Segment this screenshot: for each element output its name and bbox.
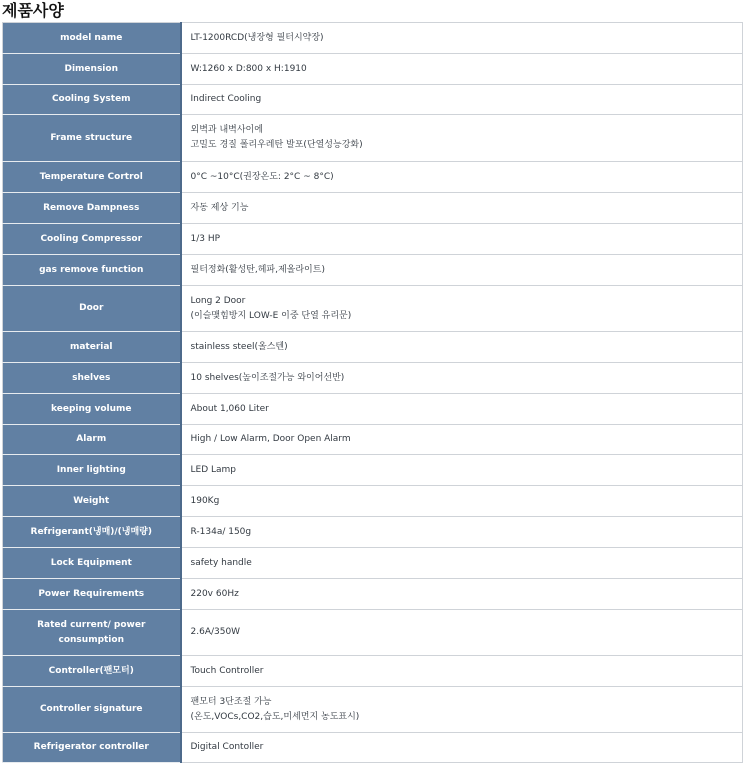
spec-value-line: 자동 제상 기능 — [190, 202, 249, 213]
spec-value-line: 1/3 HP — [190, 233, 221, 244]
spec-value — [181, 455, 743, 486]
spec-value — [181, 286, 743, 332]
spec-label: material — [3, 332, 181, 363]
spec-row — [3, 425, 743, 455]
spec-value — [181, 394, 743, 425]
spec-value — [181, 332, 743, 363]
spec-table — [2, 22, 743, 763]
spec-value-line: Touch Controller — [190, 665, 264, 676]
spec-row — [3, 85, 743, 115]
spec-label: Controller(팬모터) — [3, 656, 181, 687]
spec-value-line: High / Low Alarm, Door Open Alarm — [190, 434, 351, 444]
spec-value-line: W:1260 x D:800 x H:1910 — [190, 63, 307, 74]
spec-value-line: 220v 60Hz — [190, 588, 239, 599]
spec-label: gas remove function — [3, 255, 181, 286]
spec-label: Inner lighting — [3, 455, 181, 486]
spec-value — [181, 224, 743, 255]
spec-value — [181, 363, 743, 394]
spec-value-line: 2.6A/350W — [190, 627, 241, 637]
spec-label: Weight — [3, 486, 181, 517]
spec-label: Alarm — [3, 425, 181, 455]
spec-value-line: 외벽과 내벽사이에 — [190, 125, 263, 135]
spec-label: Frame structure — [3, 115, 181, 162]
spec-label: model name — [3, 23, 181, 54]
spec-label: Power Requirements — [3, 579, 181, 610]
spec-row — [3, 332, 743, 363]
spec-label: Remove Dampness — [3, 193, 181, 224]
spec-row — [3, 486, 743, 517]
spec-row — [3, 162, 743, 193]
spec-value-line: 10 shelves(높이조절가능 와이어선반) — [190, 372, 345, 383]
spec-row — [3, 255, 743, 286]
page-title: 제품사양 — [2, 1, 64, 20]
spec-row — [3, 23, 743, 54]
spec-row — [3, 687, 743, 733]
spec-row — [3, 455, 743, 486]
spec-table-body — [3, 23, 743, 763]
spec-value-line: About 1,060 Liter — [190, 403, 269, 414]
spec-label: Cooling Compressor — [3, 224, 181, 255]
spec-row — [3, 517, 743, 548]
spec-label: Controller signature — [3, 687, 181, 733]
spec-row — [3, 193, 743, 224]
spec-value — [181, 656, 743, 687]
spec-label: Cooling System — [3, 85, 181, 115]
spec-label: Rated current/ power consumption — [3, 610, 181, 656]
spec-value — [181, 425, 743, 455]
spec-value-line: Indirect Cooling — [190, 94, 262, 104]
spec-value — [181, 548, 743, 579]
spec-value-line: 고밀도 경질 폴리우레탄 발포(단열성능강화) — [190, 140, 363, 150]
spec-row — [3, 579, 743, 610]
spec-row — [3, 610, 743, 656]
spec-value — [181, 115, 743, 162]
spec-value-line: LED Lamp — [190, 464, 237, 475]
spec-value — [181, 54, 743, 85]
spec-value-line: R-134a/ 150g — [190, 526, 252, 537]
spec-row — [3, 394, 743, 425]
spec-label: Door — [3, 286, 181, 332]
spec-label: Lock Equipment — [3, 548, 181, 579]
spec-row — [3, 363, 743, 394]
spec-value-line: 190Kg — [190, 495, 220, 506]
spec-value — [181, 162, 743, 193]
spec-value-line: LT-1200RCD(냉장형 필터시약장) — [190, 32, 324, 43]
spec-row — [3, 115, 743, 162]
spec-label: shelves — [3, 363, 181, 394]
spec-value — [181, 193, 743, 224]
spec-row — [3, 548, 743, 579]
spec-label: keeping volume — [3, 394, 181, 425]
spec-value — [181, 517, 743, 548]
spec-label: Refrigerant(냉매)/(냉매량) — [3, 517, 181, 548]
spec-value-line: 필터정화(활성탄,헤파,제올라이트) — [190, 264, 325, 275]
spec-value-line: 팬모터 3단조절 가능 — [190, 696, 272, 707]
spec-value-line: stainless steel(올스텐) — [190, 341, 288, 352]
spec-value-line: Long 2 Door — [190, 295, 246, 306]
spec-value — [181, 687, 743, 733]
spec-value — [181, 23, 743, 54]
spec-row — [3, 656, 743, 687]
spec-label: Refrigerator controller — [3, 733, 181, 763]
spec-value — [181, 486, 743, 517]
spec-row — [3, 733, 743, 763]
spec-value-line: 0°C ~10°C(권장온도: 2°C ~ 8°C) — [190, 171, 334, 182]
spec-value — [181, 579, 743, 610]
spec-value-line: (이슬맺힘방지 LOW-E 이중 단열 유리문) — [190, 310, 352, 321]
spec-value-line: (온도,VOCs,CO2,습도,미세먼지 농도표시) — [190, 711, 360, 722]
spec-row — [3, 286, 743, 332]
spec-label: Dimension — [3, 54, 181, 85]
spec-value — [181, 733, 743, 763]
spec-row — [3, 224, 743, 255]
spec-value — [181, 610, 743, 656]
spec-value-line: safety handle — [190, 557, 252, 568]
spec-value — [181, 85, 743, 115]
spec-row — [3, 54, 743, 85]
spec-label: Temperature Cortrol — [3, 162, 181, 193]
spec-value — [181, 255, 743, 286]
spec-value-line: Digital Contoller — [190, 742, 264, 752]
